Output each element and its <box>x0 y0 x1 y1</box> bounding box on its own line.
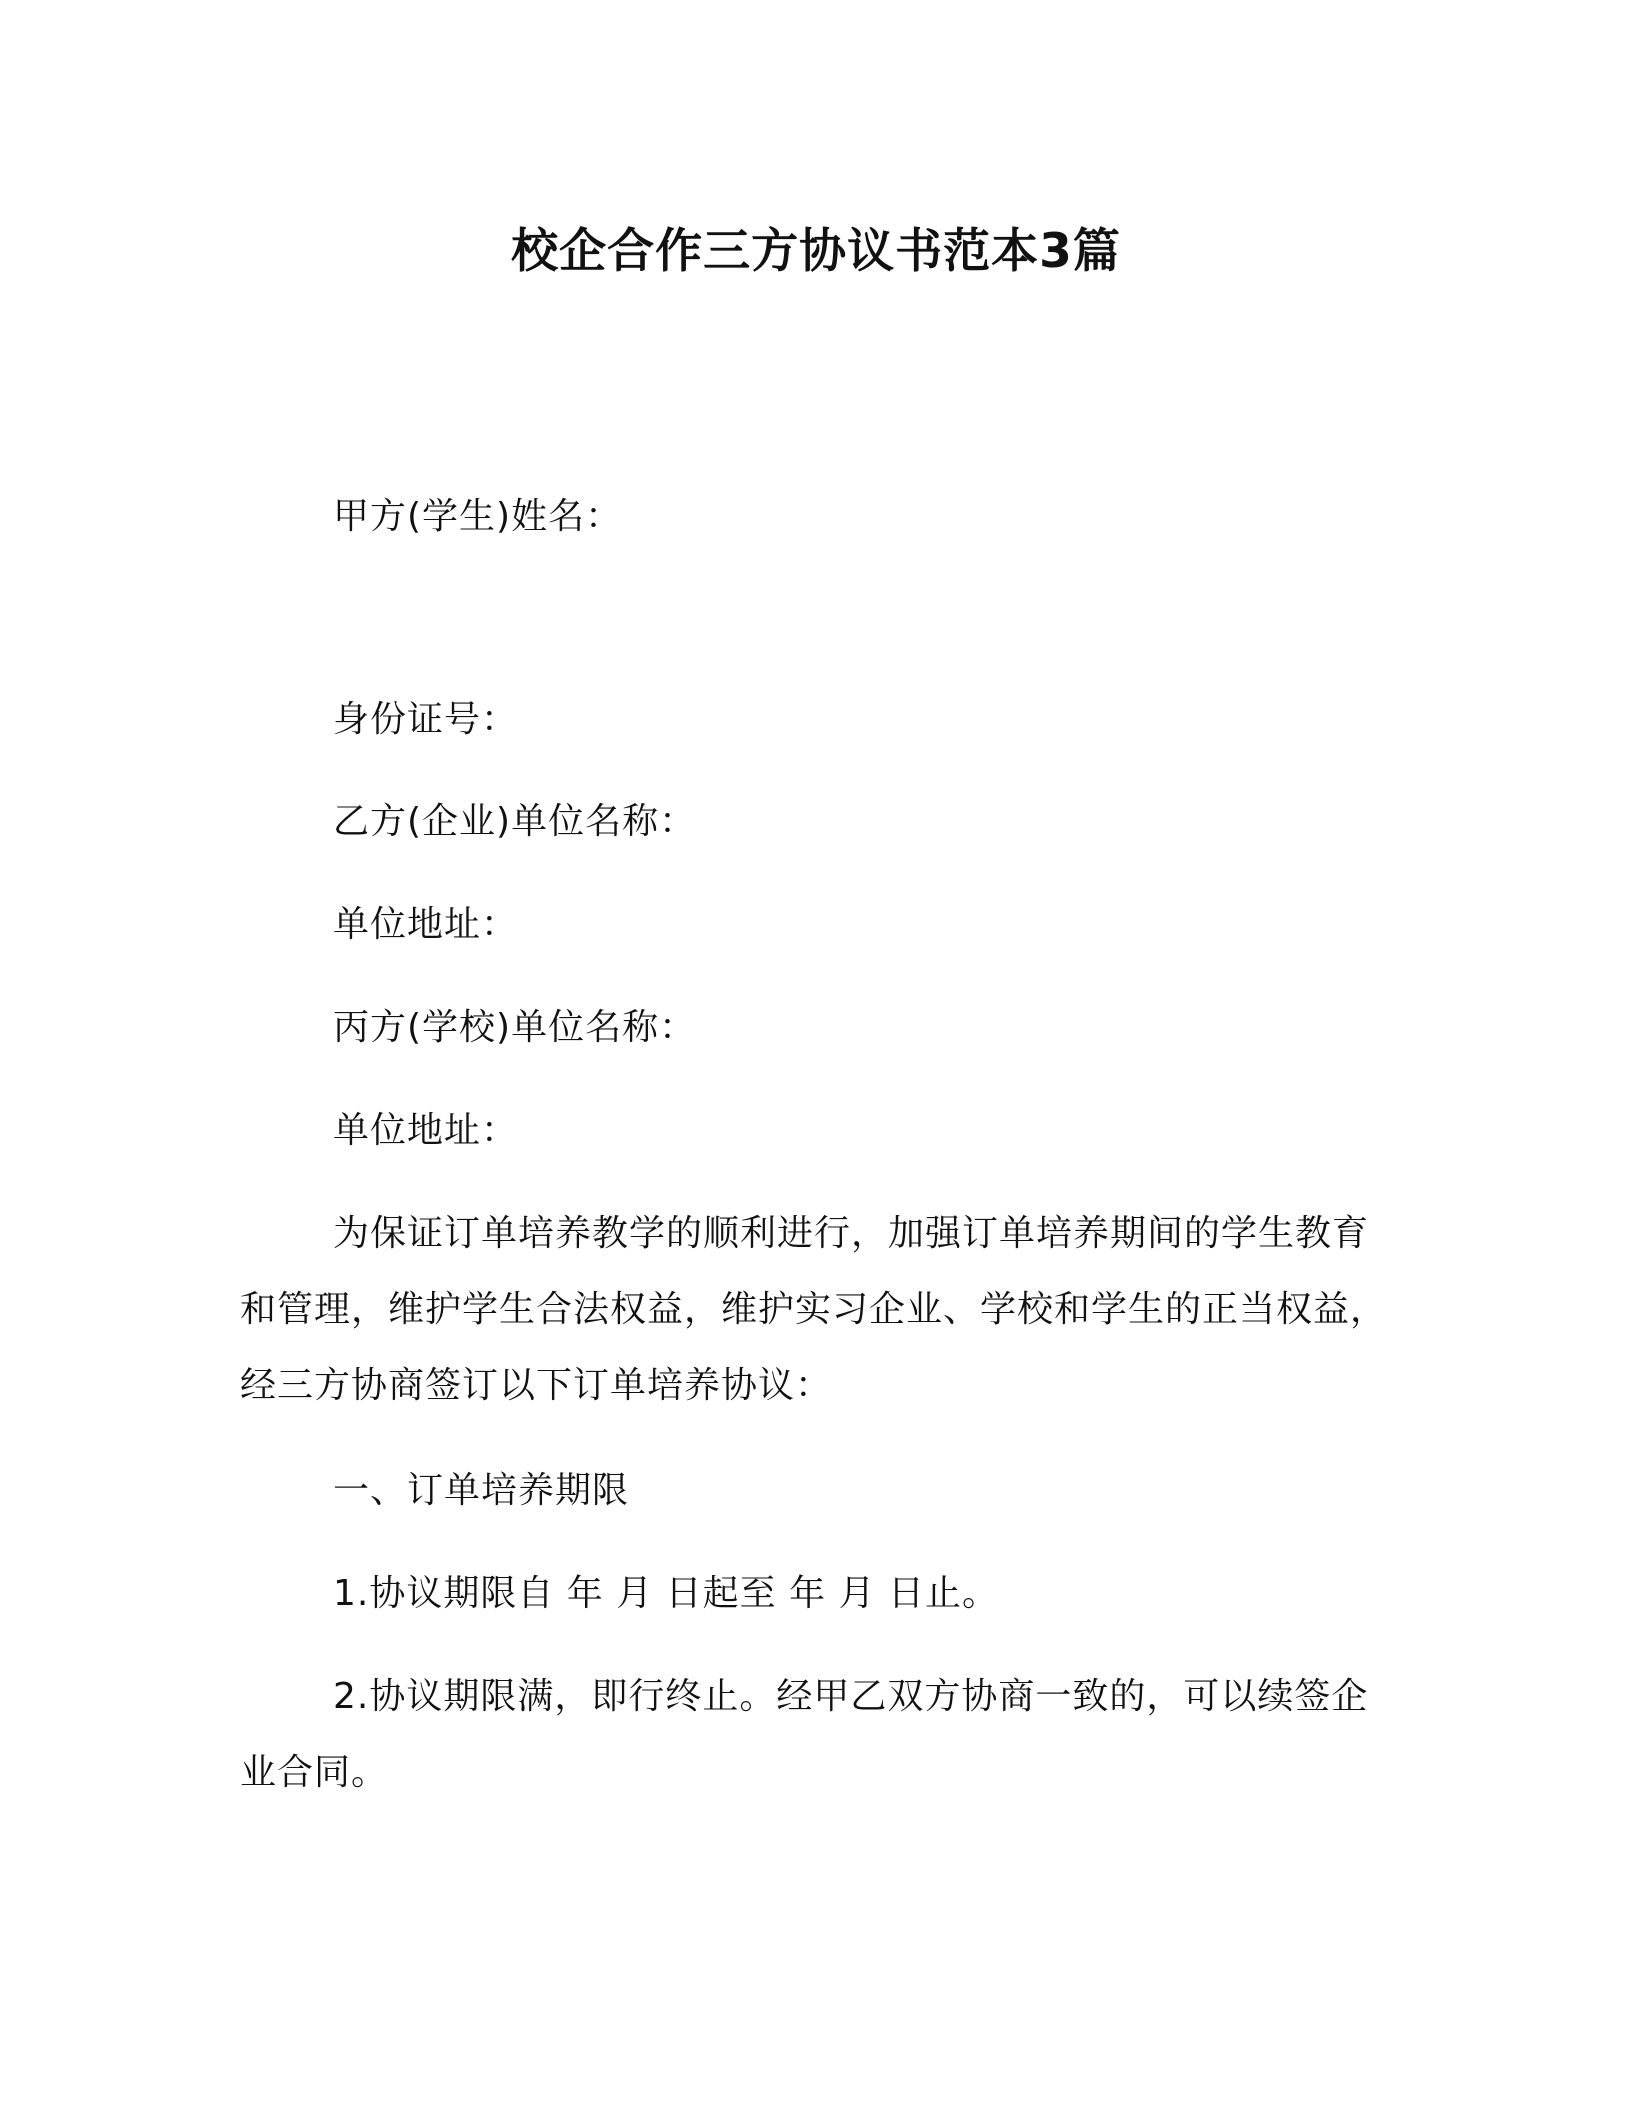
preamble-line-2: 和管理，维护学生合法权益，维护实习企业、学校和学生的正当权益， <box>240 1289 1388 1330</box>
clause-1-2-line-2: 业合同。 <box>240 1752 389 1793</box>
party-c-address-label: 单位地址： <box>333 1110 519 1151</box>
document-title: 校企合作三方协议书范本3篇 <box>511 224 1121 279</box>
party-b-name-label: 乙方(企业)单位名称： <box>333 801 697 842</box>
preamble-line-1: 为保证订单培养教学的顺利进行，加强订单培养期间的学生教育 <box>333 1213 1370 1254</box>
clause-1-2-line-1: 2.协议期限满，即行终止。经甲乙双方协商一致的，可以续签企 <box>333 1676 1369 1717</box>
preamble-line-3: 经三方协商签订以下订单培养协议： <box>240 1365 833 1406</box>
section-1-heading: 一、订单培养期限 <box>333 1470 630 1511</box>
party-b-address-label: 单位地址： <box>333 904 519 945</box>
party-a-name-label: 甲方(学生)姓名： <box>333 496 623 537</box>
party-c-name-label: 丙方(学校)单位名称： <box>333 1007 697 1048</box>
id-number-label: 身份证号： <box>333 699 519 740</box>
clause-1-1: 1.协议期限自 年 月 日起至 年 月 日止。 <box>333 1573 1000 1614</box>
